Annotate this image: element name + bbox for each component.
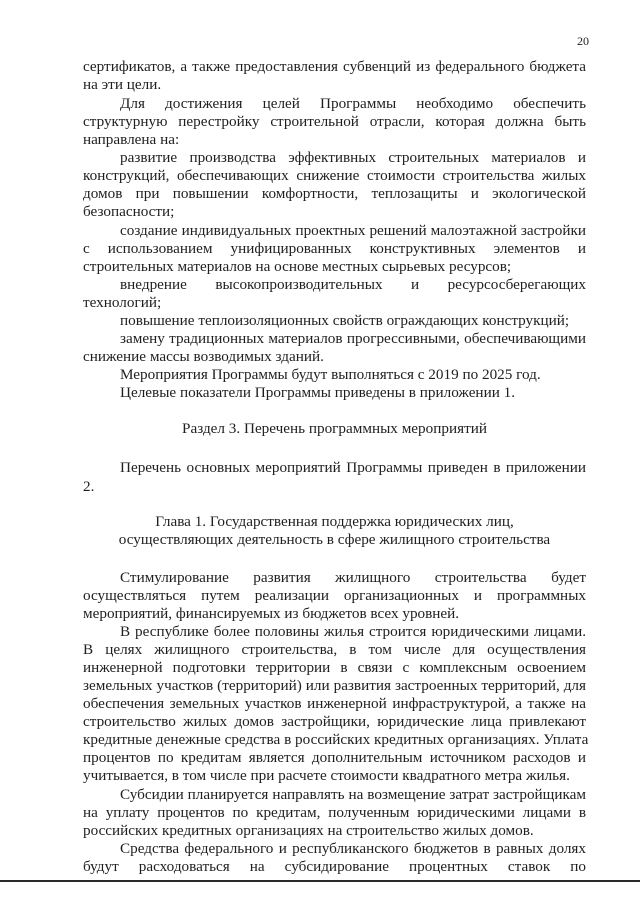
text-line: будут расходоваться на субсидирование процентных ставок по [83, 858, 586, 875]
text-line: мероприятий, финансируемых из бюджетов всех уровней. [83, 605, 460, 622]
text-line: кредитные денежные средства в российских кредитных организациях. Уплата [83, 731, 589, 748]
text-line: обеспечения земельных участков инженерной инфраструктурой, а также на [83, 695, 586, 712]
text-line: Для достижения целей Программы необходимо обеспечить [120, 95, 586, 112]
text-line: строительство жилых домов застройщики, юридические лица привлекают [83, 713, 586, 730]
text-line: создание индивидуальных проектных решений малоэтажной застройки [120, 222, 586, 239]
text-line: направлена на: [83, 131, 180, 148]
text-line: российских кредитных организациях на строительство жилых домов. [83, 822, 534, 839]
text-line: строительных материалов на основе местных сырьевых ресурсов; [83, 258, 512, 275]
text-line: В республике более половины жилья строится юридическими лицами. [120, 623, 586, 640]
text-line: Мероприятия Программы будут выполняться с 2019 по 2025 год. [120, 366, 541, 383]
text-line: сертификатов, а также предоставления субвенций из федерального бюджета [83, 58, 586, 75]
page-number: 20 [577, 34, 589, 48]
text-line: безопасности; [83, 203, 175, 220]
text-line: домов при повышении комфортности, теплозащиты и экологической [83, 185, 586, 202]
chapter-heading-line-2: осуществляющих деятельность в сфере жилищного строительства [118, 531, 551, 548]
chapter-heading-line-1: Глава 1. Государственная поддержка юридических лиц, [155, 513, 514, 530]
page-bottom-edge [0, 880, 640, 882]
text-line: Перечень основных мероприятий Программы приведен в приложении [120, 459, 586, 476]
text-line: на эти цели. [83, 76, 162, 93]
text-line: структурную перестройку строительной отрасли, которая должна быть [83, 113, 586, 130]
text-line: 2. [83, 478, 95, 495]
text-line: на уплату процентов по кредитам, полученным юридическими лицами в [83, 804, 586, 821]
text-line: Стимулирование развития жилищного строительства будет [120, 569, 586, 586]
text-line: Целевые показатели Программы приведены в приложении 1. [120, 384, 516, 401]
text-line: снижение массы возводимых зданий. [83, 348, 324, 365]
text-line: внедрение высокопроизводительных и ресурсосберегающих [120, 276, 586, 293]
text-line: инженерной подготовки территории в связи с комплексным освоением [83, 659, 586, 676]
text-line: повышение теплоизоляционных свойств ограждающих конструкций; [120, 312, 570, 329]
text-line: Средства федерального и республиканского бюджетов в равных долях [120, 840, 586, 857]
text-line: Субсидии планируется направлять на возмещение затрат застройщикам [120, 786, 586, 803]
text-line: с использованием унифицированных конструктивных элементов и [83, 240, 586, 257]
section-heading: Раздел 3. Перечень программных мероприятий [182, 420, 487, 437]
text-line: технологий; [83, 294, 162, 311]
text-line: процентов по кредитам является дополнительным источником расходов и [83, 749, 586, 766]
text-line: осуществляться путем реализации организационных и программных [83, 587, 586, 604]
text-line: учитывается, в том числе при расчете стоимости квадратного метра жилья. [83, 767, 570, 784]
text-line: В целях жилищного строительства, в том числе для осуществления [83, 641, 586, 658]
text-line: земельных участков (территорий) или развития застроенных территорий, для [83, 677, 586, 694]
text-line: конструкций, обеспечивающих снижение стоимости строительства жилых [83, 167, 586, 184]
text-line: развитие производства эффективных строительных материалов и [120, 149, 586, 166]
text-line: замену традиционных материалов прогрессивными, обеспечивающими [120, 330, 586, 347]
